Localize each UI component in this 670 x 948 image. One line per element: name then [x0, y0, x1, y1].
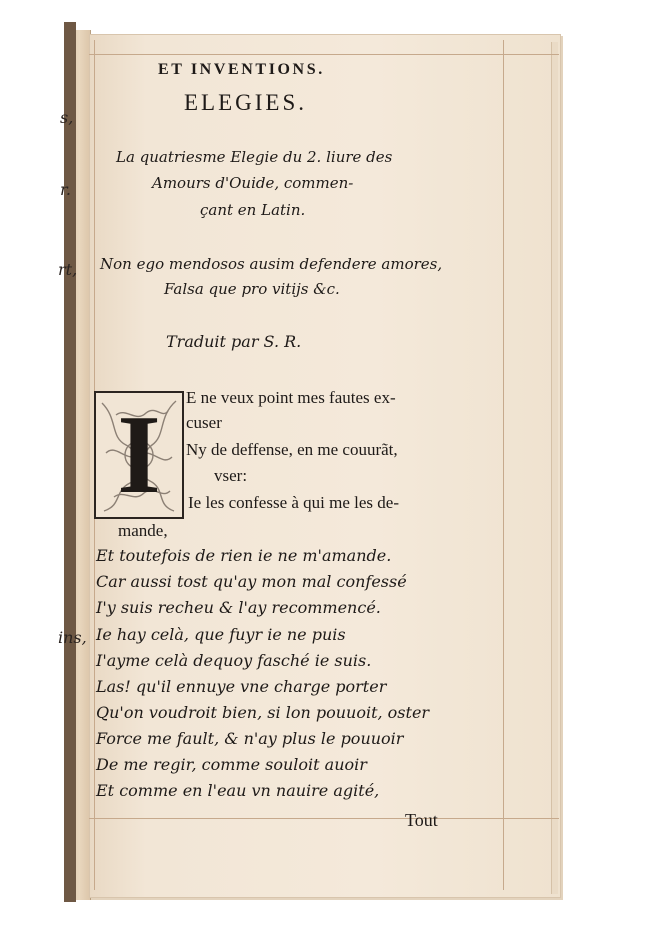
book-spine [64, 22, 76, 902]
verse-line: Et toutefois de rien ie ne m'amande. [96, 546, 392, 565]
verse-line: Et comme en l'eau vn nauire agité, [96, 781, 380, 800]
page-fore-edge [551, 42, 558, 894]
verse-line: Ie les confesse à qui me les de- [188, 493, 399, 512]
verse-line: E ne veux point mes fautes ex- [186, 388, 396, 407]
verse-line: Ie hay celà, que fuyr ie ne puis [96, 625, 346, 644]
verse-line: mande, [118, 521, 168, 540]
catchword: Tout [405, 810, 438, 830]
verse-line: vser: [214, 466, 248, 485]
left-page-fragment: s, [60, 108, 74, 127]
intro-line: çant en Latin. [200, 201, 306, 219]
ruled-margin-line [503, 40, 504, 890]
initial-letter: I [117, 393, 161, 517]
verse-line: I'ayme celà dequoy fasché ie suis. [96, 651, 372, 670]
verse-line: I'y suis recheu & l'ay recommencé. [96, 598, 381, 617]
verse-line: Force me fault, & n'ay plus le pouuoir [96, 729, 404, 748]
intro-line: La quatriesme Elegie du 2. liure des [116, 148, 393, 166]
left-page-fragment: rt, [58, 260, 78, 279]
latin-incipit: Non ego mendosos ausim defendere amores, [100, 255, 443, 273]
verse-line: De me regir, comme souloit auoir [96, 755, 367, 774]
verse-line: cuser [186, 413, 222, 432]
verse-line: Ny de deffense, en me couurãt, [186, 440, 398, 459]
running-head: ET INVENTIONS. [158, 61, 325, 78]
verse-line: Qu'on voudroit bien, si lon pouuoit, oster [96, 703, 430, 722]
translator-credit: Traduit par S. R. [166, 332, 302, 351]
verse-line: Car aussi tost qu'ay mon mal confessé [96, 572, 407, 591]
section-title: ELEGIES. [184, 90, 308, 115]
left-page-fragment: ins, [58, 628, 87, 647]
intro-line: Amours d'Ouide, commen- [152, 174, 354, 192]
left-page-fragment: r. [60, 180, 71, 199]
ruled-margin-line [89, 54, 559, 55]
latin-incipit: Falsa que pro vitijs &c. [164, 280, 340, 298]
ruled-margin-line [89, 818, 559, 819]
decorated-initial [94, 391, 184, 519]
verse-line: Las! qu'il ennuye vne charge porter [96, 677, 387, 696]
